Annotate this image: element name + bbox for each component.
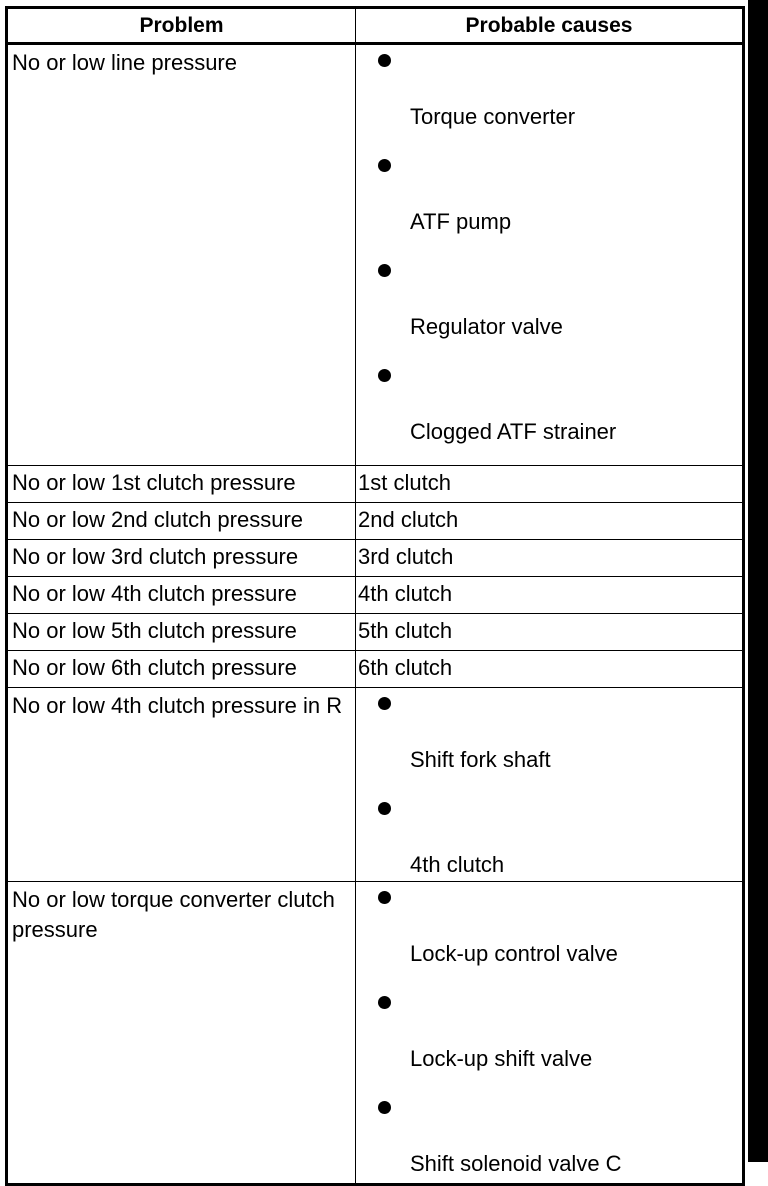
list-item <box>358 363 738 465</box>
problem-cell: No or low 5th clutch pressure <box>7 614 356 651</box>
table-row <box>7 540 744 577</box>
header-problem: Problem <box>7 8 356 44</box>
bullet-icon <box>378 996 391 1009</box>
causes-cell <box>356 44 744 466</box>
bullet-icon <box>378 264 391 277</box>
causes-cell: 5th clutch <box>356 614 744 651</box>
problem-cell: No or low 4th clutch pressure in R <box>7 688 356 882</box>
bullet-icon <box>378 1101 391 1114</box>
bullet-icon <box>378 802 391 815</box>
cause-text: ATF pump <box>410 209 512 234</box>
problem-cell: No or low 4th clutch pressure <box>7 577 356 614</box>
table-row <box>7 651 744 688</box>
cause-text: Torque converter <box>410 104 576 129</box>
cause-list <box>358 48 738 465</box>
problem-cell: No or low torque converter clutch pressure <box>7 882 356 1185</box>
table-row <box>7 882 744 1185</box>
cause-text: Shift solenoid valve C <box>410 1151 622 1176</box>
bullet-icon <box>378 697 391 710</box>
bullet-icon <box>378 54 391 67</box>
problem-cell: No or low 1st clutch pressure <box>7 466 356 503</box>
problem-cell: No or low 6th clutch pressure <box>7 651 356 688</box>
causes-cell: 1st clutch <box>356 466 744 503</box>
table-row <box>7 44 744 466</box>
cause-list <box>358 691 738 881</box>
table-row <box>7 577 744 614</box>
cause-list <box>358 885 738 1183</box>
list-item <box>358 258 738 363</box>
causes-cell: 6th clutch <box>356 651 744 688</box>
list-item <box>358 48 738 153</box>
causes-cell: 4th clutch <box>356 577 744 614</box>
cause-text: Clogged ATF strainer <box>410 419 617 444</box>
list-item <box>358 153 738 258</box>
problem-cell: No or low 3rd clutch pressure <box>7 540 356 577</box>
causes-cell: 2nd clutch <box>356 503 744 540</box>
cause-text: Shift fork shaft <box>410 747 551 772</box>
bullet-icon <box>378 369 391 382</box>
bullet-icon <box>378 159 391 172</box>
table-row <box>7 466 744 503</box>
table-row <box>7 614 744 651</box>
table-row <box>7 503 744 540</box>
cause-text: 4th clutch <box>410 852 505 877</box>
list-item <box>358 1095 738 1183</box>
table-header-row <box>7 8 744 44</box>
list-item <box>358 990 738 1095</box>
table-row <box>7 688 744 882</box>
causes-cell <box>356 882 744 1185</box>
causes-cell <box>356 688 744 882</box>
right-edge-bar <box>748 0 768 1162</box>
list-item <box>358 796 738 881</box>
problem-cell: No or low 2nd clutch pressure <box>7 503 356 540</box>
cause-text: Regulator valve <box>410 314 563 339</box>
causes-cell: 3rd clutch <box>356 540 744 577</box>
header-probable-causes: Probable causes <box>356 8 744 44</box>
cause-text: Lock-up shift valve <box>410 1046 593 1071</box>
problem-cell: No or low line pressure <box>7 44 356 466</box>
list-item <box>358 691 738 796</box>
cause-text: Lock-up control valve <box>410 941 618 966</box>
list-item <box>358 885 738 990</box>
bullet-icon <box>378 891 391 904</box>
troubleshooting-table <box>5 6 745 1186</box>
